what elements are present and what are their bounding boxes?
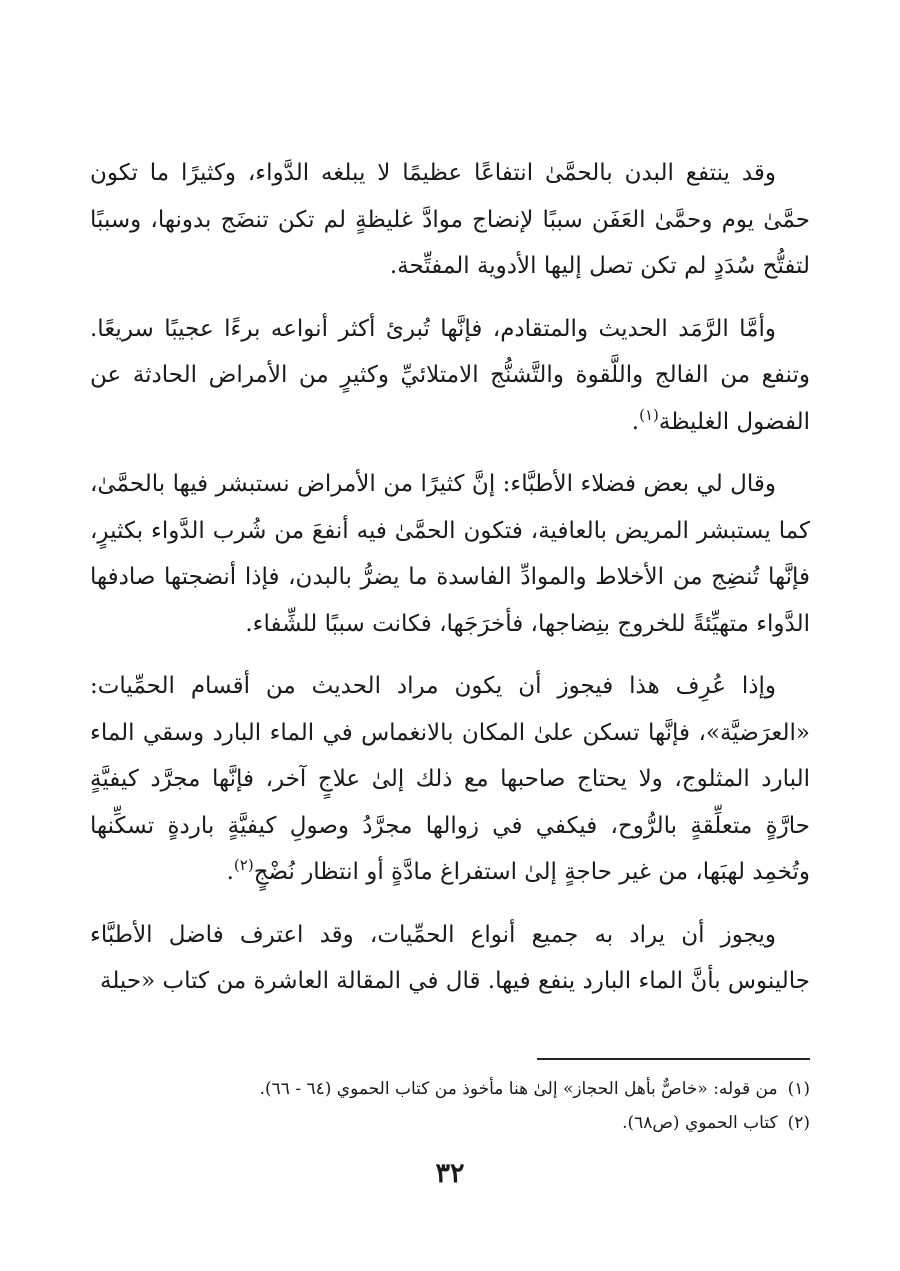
footnote-ref-2[interactable]: (٢) bbox=[233, 856, 254, 874]
paragraph-text: وأمَّا الرَّمَد الحديث والمتقادم، فإنَّها تُبرئ أكثر أنواعه برءًا عجيبًا سريعًا. وتنفع من الفالج واللَّقوة والتَّشنُّج الامتلائيِّ وكثيرٍ من الأمراض الحادثة عن الفضول الغليظة bbox=[90, 315, 810, 435]
main-text bbox=[90, 150, 810, 1005]
footnote-text: من قوله: «خاصٌّ بأهل الحجاز» إلىٰ هنا مأخوذ من كتاب الحموي (٦٤ - ٦٦). bbox=[259, 1079, 778, 1099]
paragraph-1 bbox=[90, 150, 810, 290]
footnote-divider bbox=[537, 1058, 810, 1060]
paragraph-text: وقال لي بعض فضلاء الأطبَّاء: إنَّ كثيرًا من الأمراض نستبشر فيها بالحمَّىٰ، كما يستبشر المريض بالعافية، فتكون الحمَّىٰ فيه أنفعَ من شُرب الدَّواء بكثيرٍ، فإنَّها تُنضِج من الأخلاط والموادِّ الفاسدة ما يضرُّ بالبدن، فإذا أنضجتها صادفها الدَّواء متهيِّئةً للخروج بنِضاجها، فأخرَجَها، فكانت سببًا للشِّفاء. bbox=[90, 471, 810, 637]
paragraph-end-mark: . bbox=[631, 408, 640, 435]
footnote-number: (٢) bbox=[787, 1113, 810, 1133]
paragraph-text: ويجوز أن يراد به جميع أنواع الحمِّيات، وقد اعترف فاضل الأطبَّاء جالينوس بأنَّ الماء البارد ينفع فيها. قال في المقالة العاشرة من كتاب «حيلة bbox=[90, 921, 810, 994]
paragraph-text: وإذا عُرِف هذا فيجوز أن يكون مراد الحديث من أقسام الحمِّيات: «العرَضيَّة»، فإنَّها تسكن علىٰ المكان بالانغماس في الماء البارد وسقي الماء البارد المثلوج، ولا يحتاج صاحبها مع ذلك إلىٰ علاجٍ آخر، فإنَّها مجرَّد كيفيَّةٍ حارَّةٍ متعلِّقةٍ بالرُّوح، فيكفي في زوالها مجرَّدُ وصولِ كيفيَّةٍ باردةٍ تسكِّنها وتُخمِد لهبَها، من غير حاجةٍ إلىٰ استفراغ مادَّةٍ أو انتظار نُضْجٍ bbox=[90, 673, 810, 885]
footnote-1 bbox=[90, 1072, 810, 1106]
paragraph-5 bbox=[90, 912, 810, 1005]
paragraph-3 bbox=[90, 461, 810, 647]
paragraph-end-mark: . bbox=[226, 859, 234, 885]
paragraph-4 bbox=[90, 663, 810, 896]
footnote-2 bbox=[90, 1106, 810, 1140]
footnote-ref-1[interactable]: (١) bbox=[639, 405, 659, 424]
footnote-text: كتاب الحموي (ص٦٨). bbox=[622, 1113, 778, 1133]
paragraph-text: وقد ينتفع البدن بالحمَّىٰ انتفاعًا عظيمًا لا يبلغه الدَّواء، وكثيرًا ما تكون حمَّىٰ يوم وحمَّىٰ العَفَن سببًا لإنضاج موادَّ غليظةٍ لم تكن تنضَج بدونها، وسببًا لتفتُّح سُدَدٍ لم تكن تصل إليها الأدوية المفتِّحة. bbox=[90, 160, 810, 279]
page-number: ٣٢ bbox=[435, 1158, 465, 1189]
paragraph-2 bbox=[90, 306, 810, 446]
footnote-number: (١) bbox=[787, 1079, 810, 1099]
footnotes bbox=[90, 1072, 810, 1140]
